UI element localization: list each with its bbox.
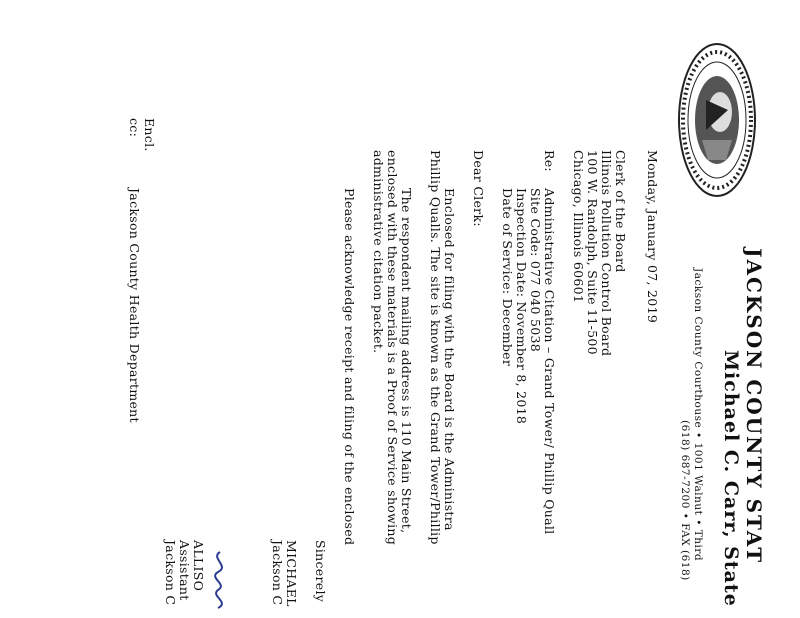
paragraph-line: Enclosed for filing with the Board is the Administra [442, 188, 457, 531]
paragraph-line: Phillip Qualls. The site is known as the Grand Tower/Phillip [428, 150, 443, 545]
re-line: Inspection Date: November 8, 2018 [514, 188, 529, 425]
closing-sincerely: Sincerely [313, 540, 328, 603]
state-seal-icon [676, 40, 758, 200]
recipient-line: Clerk of the Board [613, 150, 628, 273]
signer-org: Jackson C [163, 540, 178, 606]
letterhead-phone: (618) 687-7200 • FAX (618) [679, 420, 691, 581]
letterhead-address: Jackson County Courthouse • 1001 Walnut • Third [692, 268, 704, 562]
signer-title: Assistant [177, 540, 192, 601]
cc-label: cc: [127, 118, 142, 138]
re-label: Re: [542, 150, 557, 172]
paragraph-line: administrative citation packet. [371, 150, 386, 354]
signer-name: ALLISO [191, 540, 206, 592]
paragraph-line: enclosed with these materials is a Proof of Service showing [385, 150, 400, 546]
enclosure-label: Encl. [142, 118, 157, 152]
recipient-line: Chicago, Illinois 60601 [571, 150, 586, 304]
cc-value: Jackson County Health Department [127, 188, 142, 423]
re-line: Site Code: 077 040 5038 [528, 188, 543, 353]
signature-icon [206, 548, 234, 618]
recipient-line: Illinois Pollution Control Board [599, 150, 614, 357]
re-line: Administrative Citation – Grand Tower/ Phillip Quall [542, 188, 557, 535]
re-line: Date of Service: December [500, 188, 515, 367]
paragraph-line: The respondent mailing address is 110 Main Street, [399, 188, 414, 534]
letterhead-office: JACKSON COUNTY STAT [742, 248, 766, 565]
paragraph-line: Please acknowledge receipt and filing of the enclosed [342, 188, 357, 546]
salutation: Dear Clerk: [471, 150, 486, 227]
closing-name: MICHAEL [284, 540, 299, 607]
letterhead-name: Michael C. Carr, State [720, 350, 742, 607]
letter-date: Monday, January 07, 2019 [645, 150, 660, 324]
closing-org: Jackson C [270, 540, 285, 606]
recipient-line: 100 W. Randolph, Suite 11-500 [585, 150, 600, 355]
